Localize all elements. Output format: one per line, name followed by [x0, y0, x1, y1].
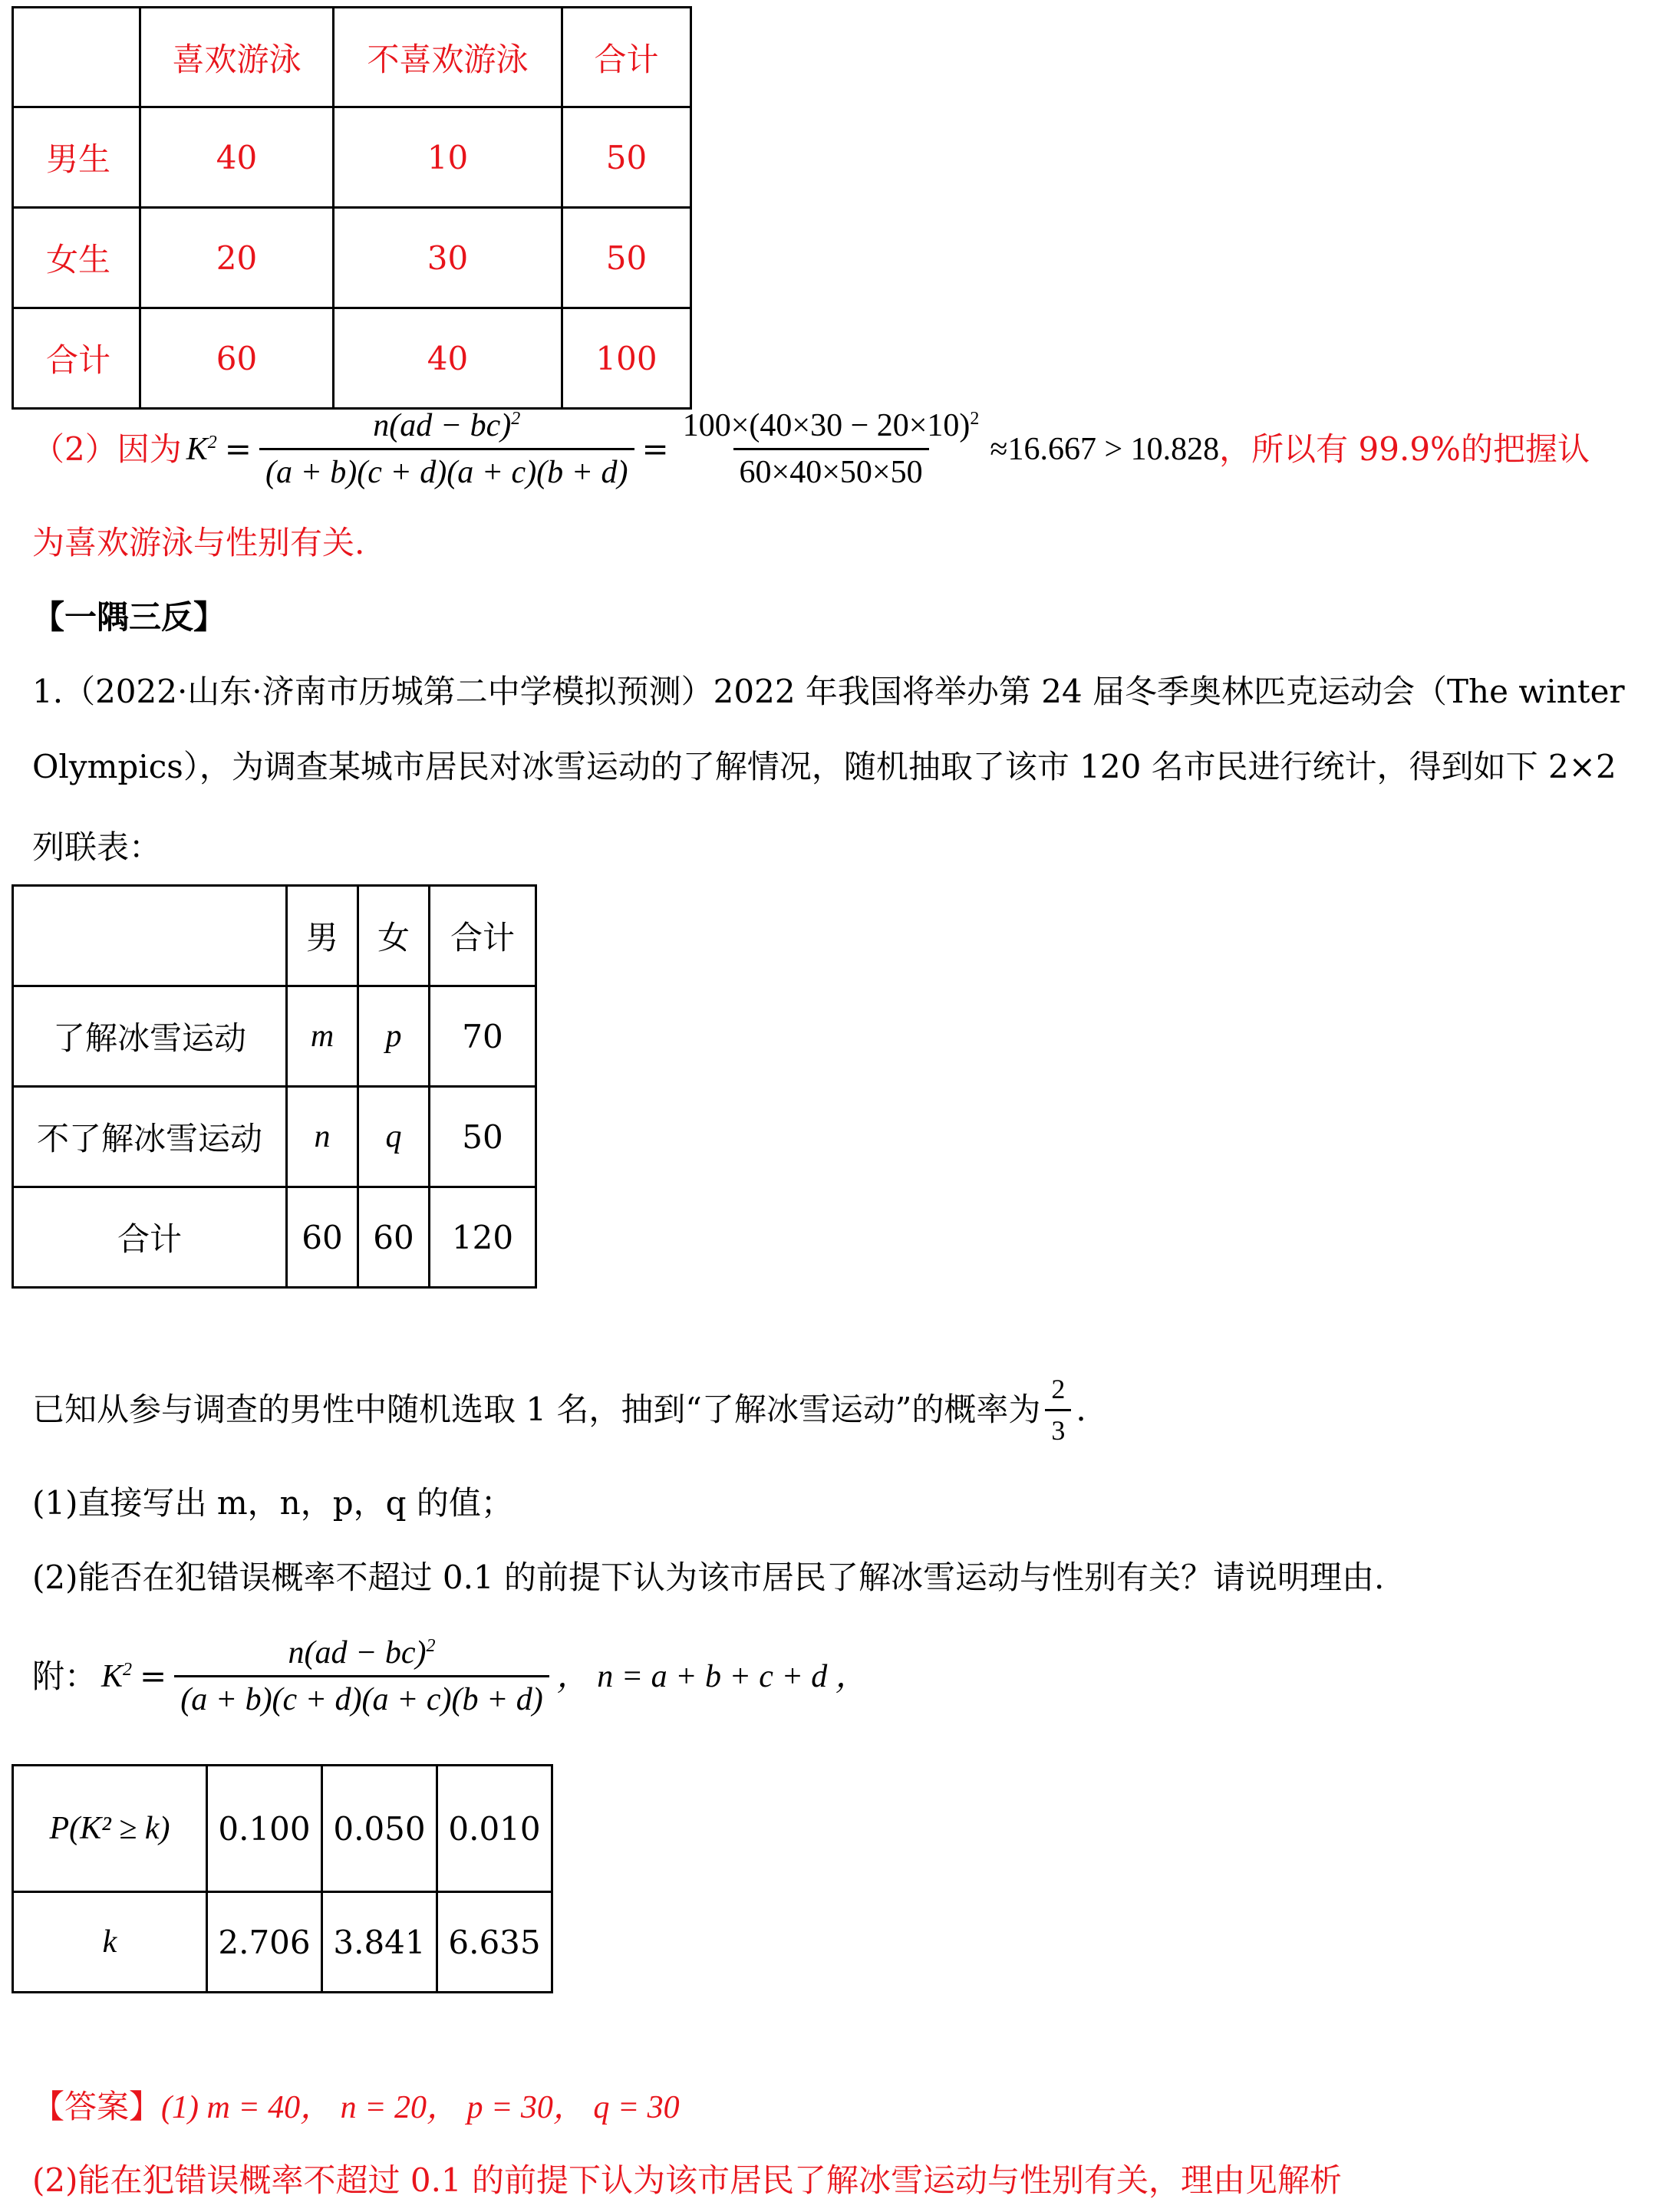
- table-cell: k: [13, 1892, 207, 1993]
- k-symbol: $K^2$: [186, 431, 217, 467]
- appendix-label: 附：: [32, 1657, 97, 1695]
- table-header-cell: 男: [287, 886, 358, 986]
- answer-values: (1) m = 40， n = 20， p = 30， q = 30: [161, 2090, 680, 2125]
- problem-line: 1.（2022·山东·济南市历城第二中学模拟预测）2022 年我国将举办第 24 届冬季奥林匹克运动会（The winter: [32, 673, 1625, 710]
- contingency-table-swimming: [12, 6, 692, 410]
- probability-fraction: $\frac{2}{3}$: [1045, 1373, 1071, 1447]
- k-symbol: $K^2$: [101, 1658, 133, 1694]
- table-cell: 不了解冰雪运动: [13, 1087, 287, 1187]
- answer-label: 【答案】: [32, 2088, 162, 2125]
- table-header-cell: [13, 8, 140, 107]
- table-row: [13, 1087, 536, 1187]
- table-cell: 40: [140, 107, 334, 208]
- table-cell: 60: [140, 308, 334, 409]
- table-row: [13, 107, 691, 208]
- table-cell: 了解冰雪运动: [13, 986, 287, 1087]
- table-row: [13, 1892, 552, 1993]
- table-header-cell: 喜欢游泳: [140, 8, 334, 107]
- table-header-cell: [13, 886, 287, 986]
- k2-formula-fraction: $\frac{n(ad - bc)^2}{(a + b)(c + d)(a + c)(b + d)}$: [174, 1634, 549, 1720]
- table-cell: 0.050: [322, 1766, 437, 1892]
- table-cell: 0.100: [207, 1766, 322, 1892]
- table-cell: 60: [358, 1187, 430, 1288]
- table-cell: 3.841: [322, 1892, 437, 1993]
- table-row: [13, 986, 536, 1087]
- contingency-table-winter-sports: [12, 884, 537, 1289]
- table-cell: 20: [140, 208, 334, 308]
- table-cell: m: [287, 986, 358, 1087]
- table-cell: p: [358, 986, 430, 1087]
- table-header-cell: 女: [358, 886, 430, 986]
- table-cell: 40: [334, 308, 562, 409]
- appendix-formula: 附： $K^2$ = $\frac{n(ad - bc)^2}{(a + b)(c + d)(a + c)(b + d)}$ ， n = a + b + c + d ，: [32, 1634, 868, 1720]
- table-row: [13, 208, 691, 308]
- table-cell: 女生: [13, 208, 140, 308]
- known-text: 已知从参与调查的男性中随机选取 1 名，抽到“了解冰雪运动”的概率为: [32, 1391, 1041, 1429]
- k2-value-fraction: $\frac{100\times(40\times 30 - 20\times 10)^2}{60\times 40\times 50\times 50}$: [677, 407, 986, 492]
- critical-value-table: [12, 1764, 553, 1993]
- question-2: (2)能否在犯错误概率不超过 0.1 的前提下认为该市居民了解冰雪运动与性别有关？请说明理由.: [32, 1559, 1385, 1596]
- table-cell: 50: [430, 1087, 536, 1187]
- table-cell: 100: [562, 308, 691, 409]
- question-1: (1)直接写出 m，n，p，q 的值；: [32, 1484, 513, 1522]
- conclusion-text: ，所以有 99.9%的把握认: [1219, 430, 1590, 468]
- problem-line: 列联表：: [32, 828, 162, 866]
- table-cell: 50: [562, 107, 691, 208]
- table-cell: 50: [562, 208, 691, 308]
- part2-prefix: （2）因为: [32, 430, 182, 468]
- table-cell: 0.010: [437, 1766, 552, 1892]
- n-definition: ， n = a + b + c + d ，: [556, 1658, 868, 1694]
- problem-line: Olympics），为调查某城市居民对冰雪运动的了解情况，随机抽取了该市 120 名市民进行统计，得到如下 2×2: [32, 748, 1617, 785]
- table-cell: 合计: [13, 1187, 287, 1288]
- section-title: 【一隅三反】: [32, 598, 226, 636]
- table-cell: n: [287, 1087, 358, 1187]
- answer-line-2: (2)能在犯错误概率不超过 0.1 的前提下认为该市居民了解冰雪运动与性别有关，理由见解析: [32, 2161, 1342, 2199]
- table-cell: 6.635: [437, 1892, 552, 1993]
- table-cell: 2.706: [207, 1892, 322, 1993]
- table-row: [13, 1766, 552, 1892]
- table-cell: q: [358, 1087, 430, 1187]
- known-condition: [32, 1373, 1086, 1447]
- table-cell: 男生: [13, 107, 140, 208]
- table-cell: 70: [430, 986, 536, 1087]
- table-cell: 30: [334, 208, 562, 308]
- table-cell: 120: [430, 1187, 536, 1288]
- k-squared-calculation: （2）因为 $K^2$ = $\frac{n(ad - bc)^2}{(a + b)(c + d)(a + c)(b + d)}$ = $\frac{100\times(40\times 30 - 20\times 10)^2}{60\times 40\times 50\times 50}$ ≈16.667 > 10.828 ，所以有 99.9%的把握认: [32, 407, 1590, 492]
- table-row: [13, 308, 691, 409]
- conclusion-text-continued: 为喜欢游泳与性别有关.: [32, 524, 365, 561]
- table-row: [13, 1187, 536, 1288]
- table-cell: 60: [287, 1187, 358, 1288]
- table-header-cell: 不喜欢游泳: [334, 8, 562, 107]
- table-cell: P(K² ≥ k): [13, 1766, 207, 1892]
- known-end: .: [1076, 1391, 1086, 1429]
- answer-line-1: [32, 2088, 680, 2127]
- table-cell: 10: [334, 107, 562, 208]
- k2-result: ≈16.667 > 10.828: [990, 431, 1220, 467]
- table-cell: 合计: [13, 308, 140, 409]
- k2-formula-fraction: $\frac{n(ad - bc)^2}{(a + b)(c + d)(a + c)(b + d)}$: [259, 407, 634, 492]
- table-header-cell: 合计: [562, 8, 691, 107]
- table-header-cell: 合计: [430, 886, 536, 986]
